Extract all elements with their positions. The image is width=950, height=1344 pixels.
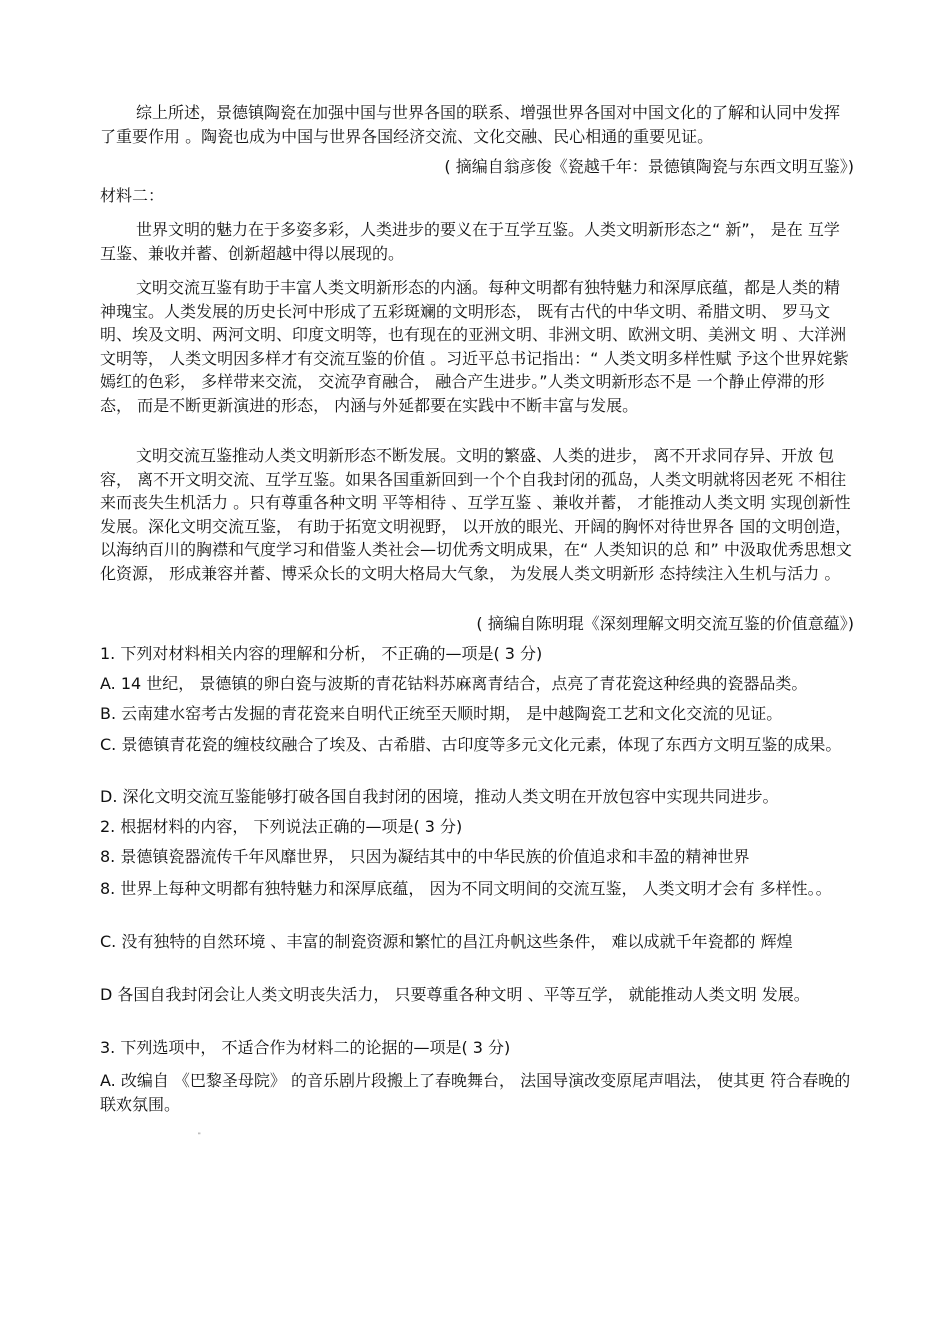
question-2-option-a: 8. 景德镇瓷器流传千年风靡世界， 只因为凝结其中的中华民族的价值追求和丰盈的精神世界 — [100, 847, 750, 866]
paragraph-mutual-learning: 文明交流互鉴有助于丰富人类文明新形态的内涵。每种文明都有独特魅力和深厚底蕴，都是人类的精神瑰宝。人类发展的历史长河中形成了五彩斑斓的文明形态， 既有古代的中华文明、希腊文明、 罗马文明、埃及文明、两河文明、印度文明等，也有现在的亚洲文明、非洲文明、欧洲文明、美洲文 明 、大洋洲文明等， 人类文明因多样才有交流互鉴的价值 。习近平总书记指出：“ 人类文明多样性赋 予这个世界姹紫嫣红的色彩， 多样带来交流， 交流孕育融合， 融合产生进步。”人类文明新形态不是 一个静止停滞的形态， 而是不断更新演进的形态， 内涵与外延都要在实践中不断丰富与发展。 — [100, 278, 849, 415]
paragraph-conclusion: 综上所述，景德镇陶瓷在加强中国与世界各国的联系、增强世界各国对中国文化的了解和认同中发挥了重要作用 。陶瓷也成为中国与世界各国经济交流、文化交融、民心相通的重要见证。 — [100, 103, 841, 146]
question-1-option-c: C. 景德镇青花瓷的缠枝纹融合了埃及、古希腊、古印度等多元文化元素，体现了东西方文明互鉴的成果。 — [100, 735, 842, 754]
source-citation-1: ( 摘编自翁彦俊《瓷越千年：景德镇陶瓷与东西文明互鉴》) — [444, 157, 854, 176]
question-2-option-c: C. 没有独特的自然环境 、丰富的制瓷资源和繁忙的昌江舟帆这些条件， 难以成就千年瓷都的 辉煌 — [100, 932, 793, 951]
question-3-stem: 3. 下列选项中， 不适合作为材料二的论据的—项是( 3 分) — [100, 1038, 511, 1057]
question-2-stem: 2. 根据材料的内容， 下列说法正确的—项是( 3 分) — [100, 817, 463, 836]
material-two-label: 材料二： — [100, 186, 165, 205]
question-1-stem: 1. 下列对材料相关内容的理解和分析， 不正确的—项是( 3 分) — [100, 644, 543, 663]
question-2-option-b: 8. 世界上每种文明都有独特魅力和深厚底蕴， 因为不同文明间的交流互鉴， 人类文明才会有 多样性。。 — [100, 879, 832, 898]
question-3-option-a: A. 改编自 《巴黎圣母院》 的音乐剧片段搬上了春晚舞台， 法国导演改变原尾声唱法， 使其更 符合春晚的联欢氛围。 — [100, 1071, 851, 1114]
source-citation-2: ( 摘编自陈明琨《深刻理解文明交流互鉴的价值意蕴》) — [476, 614, 854, 633]
paragraph-world-civilization: 世界文明的魅力在于多姿多彩，人类进步的要义在于互学互鉴。人类文明新形态之“ 新”， 是在 互学互鉴、兼收并蓄、创新超越中得以展现的。 — [100, 220, 840, 263]
question-1-option-d: D. 深化文明交流互鉴能够打破各国自我封闭的困境，推动人类文明在开放包容中实现共同进步。 — [100, 787, 779, 806]
question-1-option-a: A. 14 世纪， 景德镇的卵白瓷与波斯的青花钴料苏麻离青结合，点亮了青花瓷这种经典的瓷器品类。 — [100, 674, 808, 693]
paragraph-promote-development: 文明交流互鉴推动人类文明新形态不断发展。文明的繁盛、人类的进步， 离不开求同存异、开放 包容， 离不开文明交流、互学互鉴。如果各国重新回到一个个自我封闭的孤岛，人类文明就将因老死 不相往来而丧失生机活力 。只有尊重各种文明 平等相待 、互学互鉴 、兼收并蓄， 才能推动人类文明 实现创新性发展。深化文明交流互鉴， 有助于拓宽文明视野， 以开放的眼光、开阔的胸怀对待世界各 国的文明创造， 以海纳百川的胸襟和气度学习和借鉴人类社会—切优秀文明成果，在“ 人类知识的总 和” 中汲取优秀思想文化资源， 形成兼容并蓄、博采众长的文明大格局大气象， 为发展人类文明新形 态持续注入生机与活力 。 — [100, 446, 852, 583]
footer-mark: " — [198, 1132, 201, 1139]
question-1-option-b: B. 云南建水窑考古发掘的青花瓷来自明代正统至天顺时期， 是中越陶瓷工艺和文化交流的见证。 — [100, 704, 783, 723]
question-2-option-d: D 各国自我封闭会让人类文明丧失活力， 只要尊重各种文明 、平等互学， 就能推动人类文明 发展。 — [100, 985, 810, 1004]
